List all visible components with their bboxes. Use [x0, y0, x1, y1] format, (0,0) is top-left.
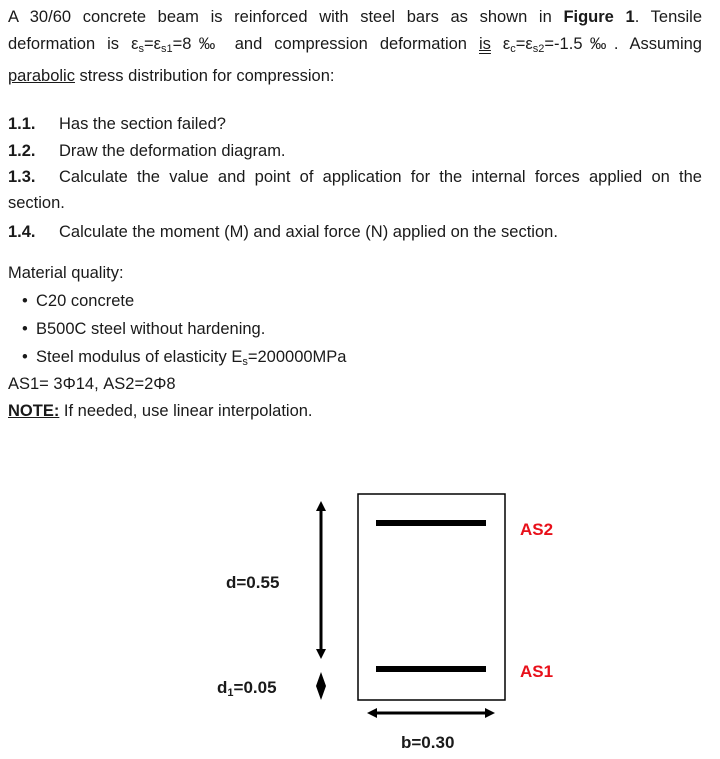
- note-label: NOTE:: [8, 402, 60, 420]
- question-text: Calculate the moment (M) and axial force (N) applied on the section.: [59, 223, 558, 241]
- question-1-3: [8, 164, 702, 190]
- bullet-item: • B500C steel without hardening.: [22, 316, 265, 343]
- bullet-icon: •: [22, 320, 28, 338]
- question-text: Calculate the value and point of application for the internal forces applied on the: [59, 168, 702, 186]
- question-1-4: [8, 219, 702, 245]
- section-outline: [358, 494, 505, 700]
- question-number: 1.3.: [8, 168, 36, 186]
- as2-label: AS2: [520, 520, 554, 539]
- spellcheck-underlined-word: is: [479, 35, 491, 53]
- d1-dimension-label: $d_1=0.05$: [217, 678, 277, 699]
- bullet-icon: •: [22, 348, 28, 366]
- reinforcement-areas: AS1= 3Φ14, AS2=2Φ8: [8, 375, 176, 393]
- statement-line-3: parabolic stress distribution for compression:: [8, 67, 335, 85]
- note-text: If needed, use linear interpolation.: [59, 402, 313, 420]
- figure-reference: Figure 1: [563, 8, 635, 26]
- question-number: 1.1.: [8, 115, 36, 133]
- question-1-3-continuation: section.: [8, 194, 65, 212]
- question-1-1: [8, 111, 702, 137]
- rebar-as2: [376, 520, 486, 526]
- dimension-arrow-d1: [316, 672, 326, 700]
- bullet-icon: •: [22, 292, 28, 310]
- materials-heading: Material quality:: [8, 264, 124, 282]
- underlined-word: parabolic: [8, 67, 75, 85]
- statement-line-1: A 30/60 concrete beam is reinforced with steel bars as shown in Figure 1. Tensile: [8, 8, 703, 26]
- question-text: Has the section failed?: [59, 115, 226, 133]
- bullet-item: • C20 concrete: [22, 288, 134, 315]
- question-number: 1.4.: [8, 223, 36, 241]
- question-text: Draw the deformation diagram.: [59, 142, 286, 160]
- rebar-as1: [376, 666, 486, 672]
- as1-label: AS1: [520, 662, 554, 681]
- b-dimension-label: b=0.30: [401, 733, 455, 752]
- note: [8, 398, 313, 425]
- question-1-2: [8, 138, 702, 164]
- question-number: 1.2.: [8, 142, 36, 160]
- bullet-item: • Steel modulus of elasticity $E_s=200000MPa$: [22, 344, 346, 376]
- statement-line-2: deformation is $\varepsilon_s=\varepsilon_{s1}=8‰$ and compression deformation is $\varepsilon_c=\varepsilon_{s2}=-1.5‰$. Assuming: [8, 35, 702, 55]
- d-dimension-label: d=0.55: [226, 573, 280, 592]
- problem-statement: [8, 4, 702, 90]
